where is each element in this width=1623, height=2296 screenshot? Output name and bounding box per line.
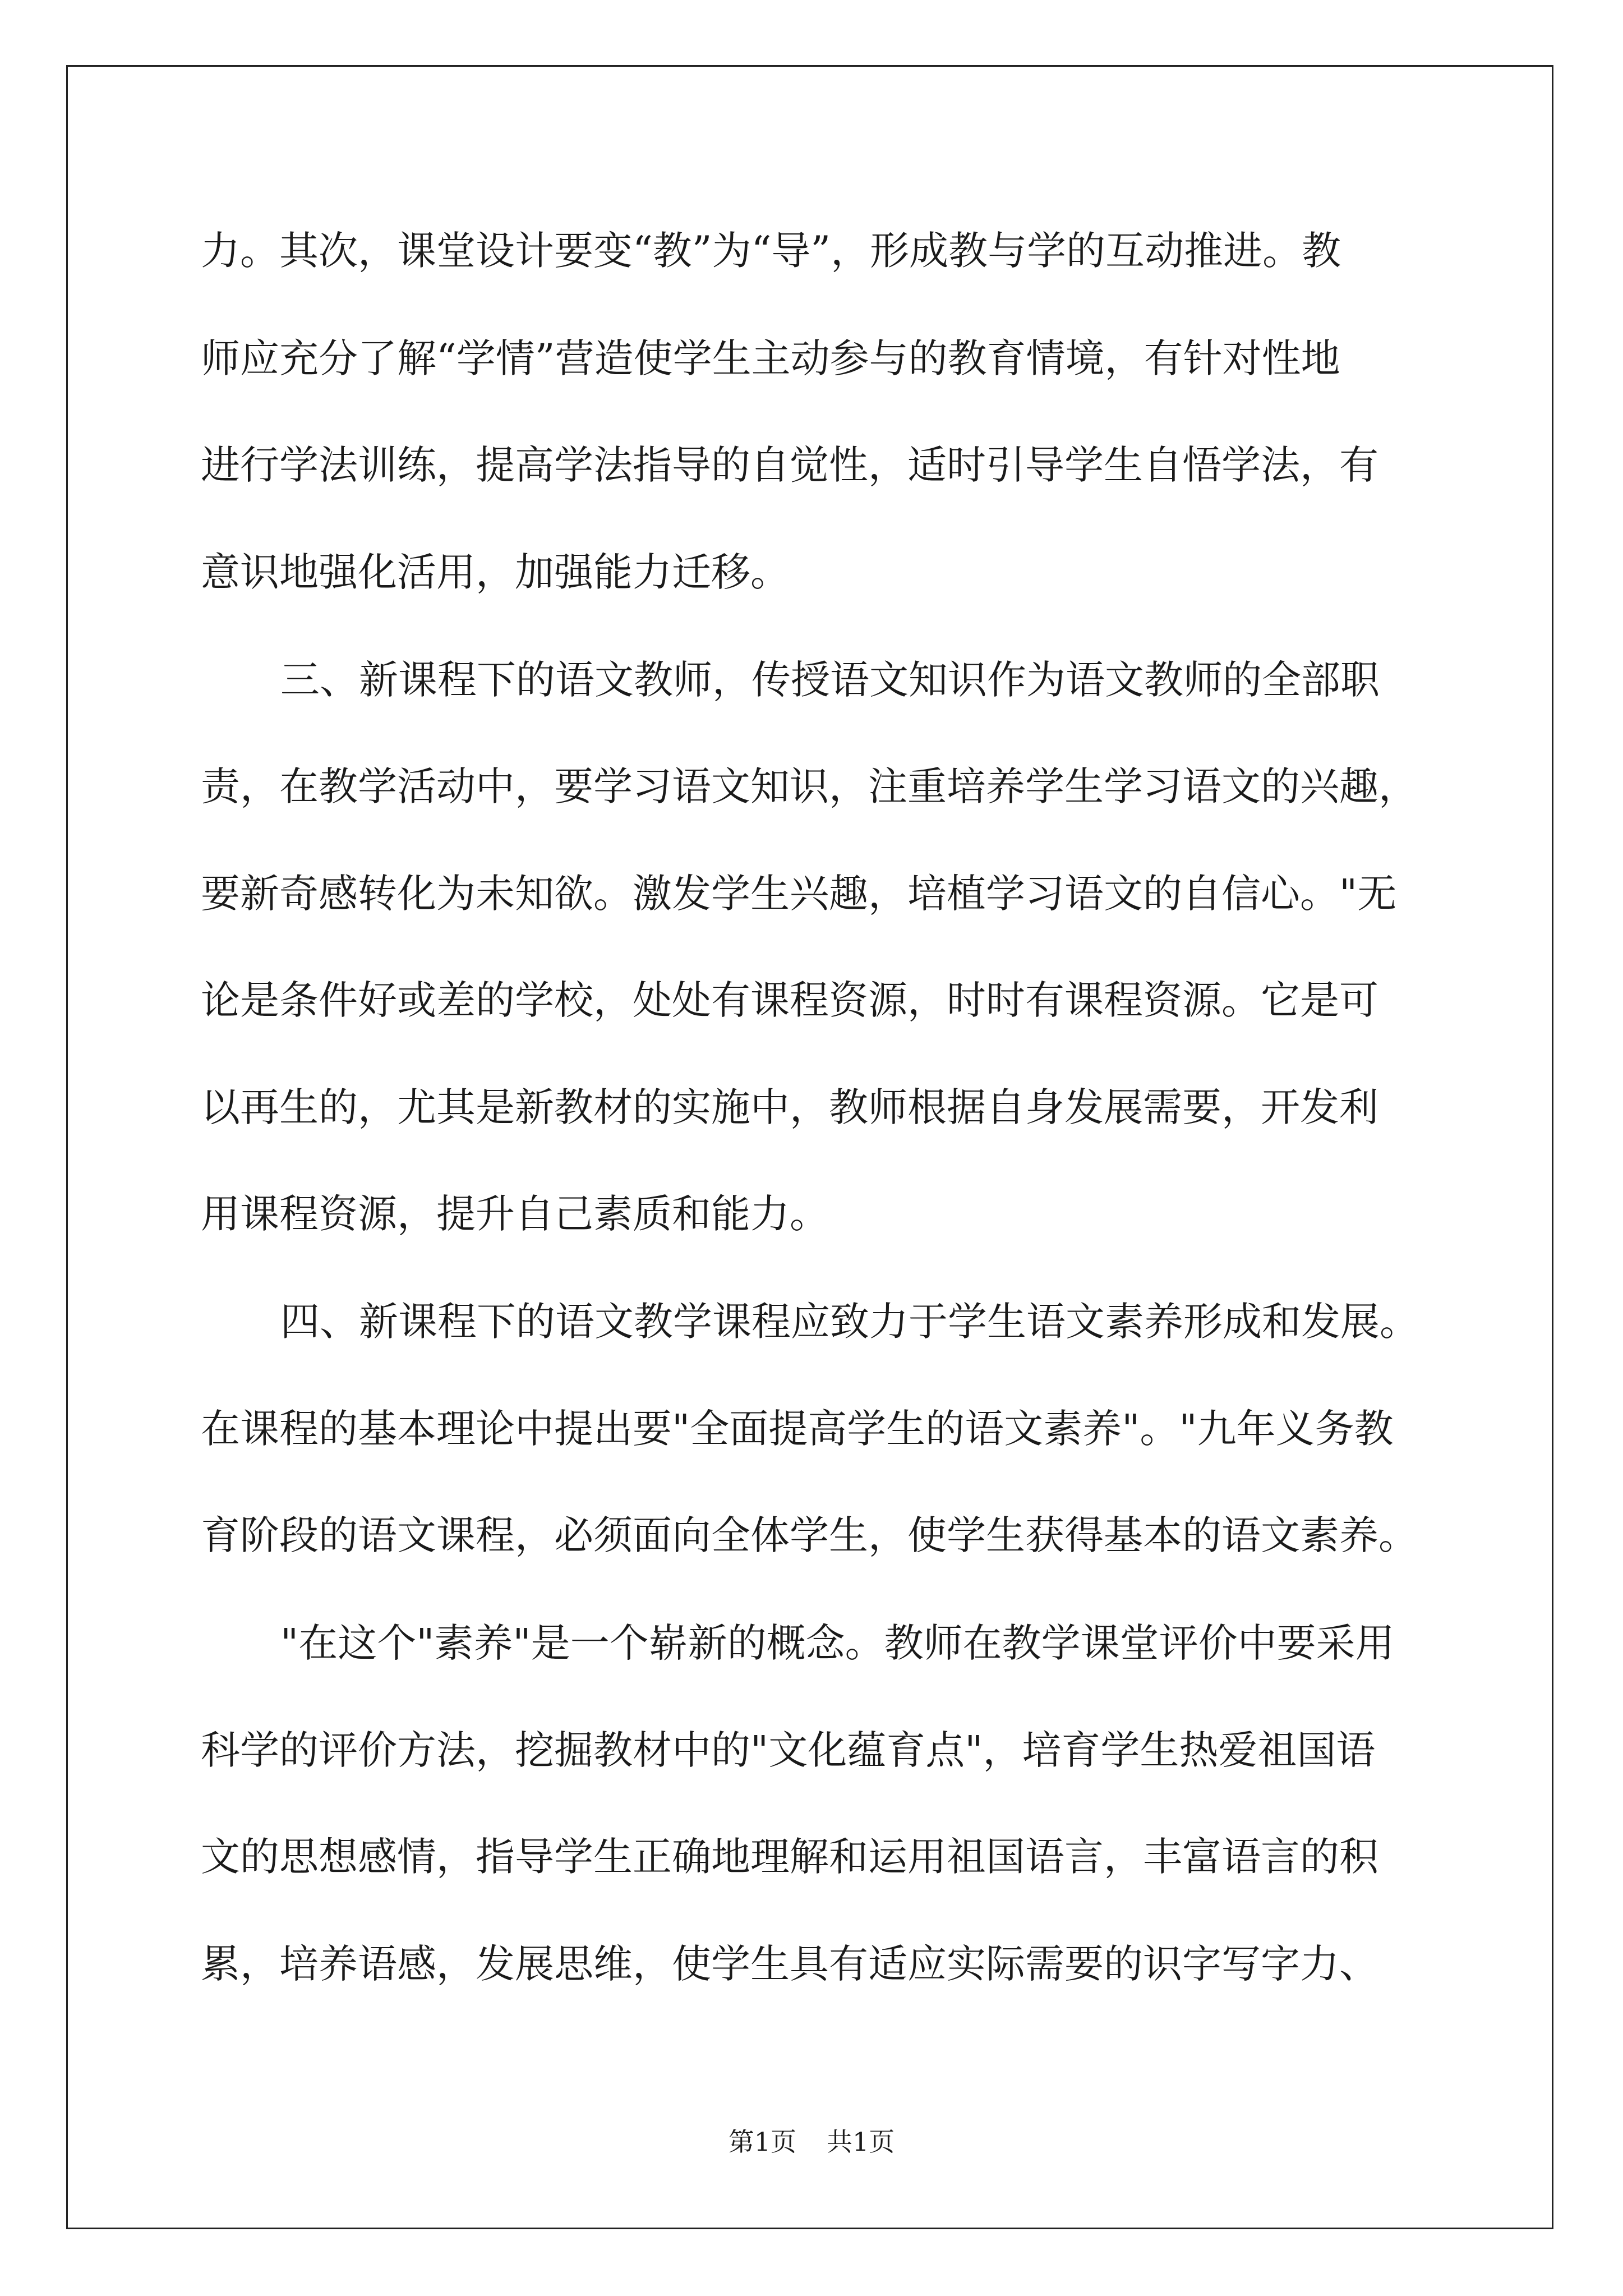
text-line: 文的思想感情，指导学生正确地理解和运用祖国语言，丰富语言的积 bbox=[201, 1834, 1378, 1880]
text-line: 师应充分了解“学情”营造使学生主动参与的教育情境，有针对性地 bbox=[201, 335, 1340, 381]
paragraph-start-line: 四、新课程下的语文教学课程应致力于学生语文素养形成和发展。 bbox=[280, 1299, 1419, 1345]
text-line: 力。其次，课堂设计要变“教”为“导”，形成教与学的互动推进。教 bbox=[201, 228, 1341, 274]
text-line: 论是条件好或差的学校，处处有课程资源，时时有课程资源。它是可 bbox=[201, 977, 1378, 1023]
text-line: 累，培养语感，发展思维，使学生具有适应实际需要的识字写字力、 bbox=[201, 1941, 1378, 1987]
text-line: 以再生的，尤其是新教材的实施中，教师根据自身发展需要，开发利 bbox=[201, 1084, 1378, 1130]
paragraph-start-line: "在这个"素养"是一个崭新的概念。教师在教学课堂评价中要采用 bbox=[280, 1620, 1395, 1666]
text-line: 育阶段的语文课程，必须面向全体学生，使学生获得基本的语文素养。 bbox=[201, 1512, 1418, 1558]
text-line: 用课程资源，提升自己素质和能力。 bbox=[201, 1191, 829, 1237]
page-number: 第1页 bbox=[728, 2127, 796, 2157]
text-line: 意识地强化活用，加强能力迁移。 bbox=[201, 549, 790, 595]
text-line: 进行学法训练，提高学法指导的自觉性，适时引导学生自悟学法，有 bbox=[201, 442, 1378, 488]
page-total: 共1页 bbox=[827, 2127, 895, 2157]
paragraph-start-line: 三、新课程下的语文教师，传授语文知识作为语文教师的全部职 bbox=[280, 657, 1380, 703]
text-line: 要新奇感转化为未知欲。激发学生兴趣，培植学习语文的自信心。"无 bbox=[201, 871, 1397, 917]
text-line: 责，在教学活动中，要学习语文知识，注重培养学生学习语文的兴趣， bbox=[201, 763, 1418, 809]
page-footer bbox=[0, 2126, 1623, 2157]
text-line: 在课程的基本理论中提出要"全面提高学生的语文素养"。"九年义务教 bbox=[201, 1406, 1394, 1452]
text-line: 科学的评价方法，挖掘教材中的"文化蕴育点"，培育学生热爱祖国语 bbox=[201, 1727, 1376, 1773]
